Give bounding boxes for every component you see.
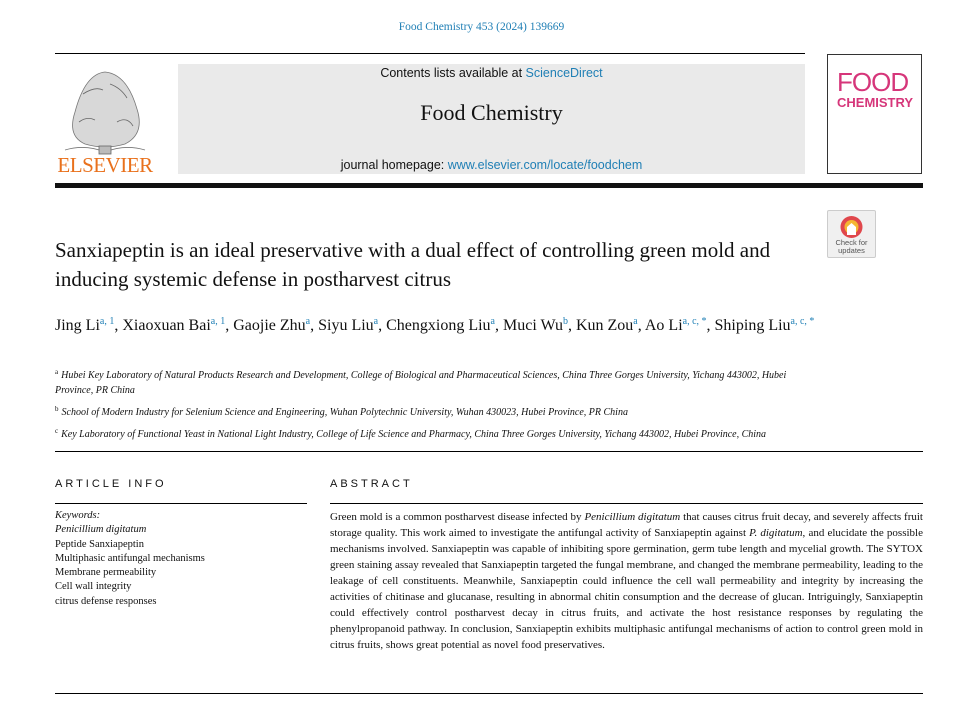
author-name: Kun Zou: [575, 317, 634, 334]
affiliation-text: Key Laboratory of Functional Yeast in National Light Industry, College of Life Science and Pharmacy, China Three Gorges University, Yichang 443002, Hubei Province, China: [61, 429, 767, 440]
author[interactable]: [645, 317, 707, 334]
cover-title-food: FOOD: [837, 67, 909, 97]
abstract-text: Green mold is a common postharvest disease infected by Penicillium digitatum that causes citrus fruit decay, and severely affects fruit storage quality. This work aimed to investigate the antifungal activity of Sanxiapeptin against P. digitatum, and elucidate the possible mechanisms involved. Sanxiapeptin was capable of inhibiting spore germination, germ tube length and mycelial growth. The SYTOX green staining assay revealed that Sanxiapeptin targeted the fungal membrane, and changed the membrane permeability, leading to the leakage of cell constituents. Meanwhile, Sanxiapeptin could influence the cell wall permeability and integrity by increasing the activities of chitinase and glucanase, resulting in abnormal chitin consumption and the decrease of glucan. Intriguingly, Sanxiapeptin could effectively control postharvest decay in citrus fruits, and activate the host resistance responses by regulating the phenylpropanoid pathway. In conclusion, Sanxiapeptin exhibits multiphasic antifungal mechanisms of action to control green mold in citrus fruits, shows great potential as novel food preservatives.: [330, 511, 923, 651]
affiliation-text: Hubei Key Laboratory of Natural Products Research and Development, College of Biological and Pharmaceutical Sciences, China Three Gorges University, Yichang 443002, Hubei Province, PR China: [55, 370, 787, 396]
section-divider: [55, 451, 923, 452]
article-info-divider: [55, 503, 307, 504]
author-name: Ao Li: [644, 317, 683, 334]
author-affiliation-mark[interactable]: a: [490, 316, 495, 327]
author[interactable]: [715, 317, 815, 334]
author-affiliation-mark[interactable]: a, c, *: [682, 316, 707, 327]
abstract-divider: [330, 503, 923, 504]
cover-title-chemistry: CHEMISTRY: [837, 95, 914, 110]
journal-citation[interactable]: Food Chemistry 453 (2024) 139669: [398, 21, 565, 33]
author[interactable]: [55, 317, 114, 334]
author[interactable]: [503, 317, 568, 334]
author-name: Jing Li: [55, 317, 100, 334]
homepage-link[interactable]: www.elsevier.com/locate/foodchem: [447, 158, 643, 172]
author-name: Gaojie Zhu: [233, 317, 306, 334]
top-divider: [55, 53, 805, 54]
author-affiliation-mark[interactable]: b: [562, 316, 568, 327]
author-name: Shiping Liu: [714, 317, 791, 334]
author-name: Xiaoxuan Bai: [122, 317, 211, 334]
keyword: Membrane permeability: [55, 567, 157, 579]
header-thick-divider: [55, 183, 923, 188]
affiliation-text: School of Modern Industry for Selenium Science and Engineering, Wuhan Polytechnic University, Wuhan 430023, Hubei Province, PR China: [61, 407, 628, 418]
author-affiliation-mark[interactable]: a: [373, 316, 379, 327]
keywords-block: [55, 509, 307, 609]
journal-title: Food Chemistry: [420, 100, 563, 125]
homepage-prefix: journal homepage:: [340, 158, 448, 172]
author[interactable]: [576, 317, 638, 334]
affiliation-mark: c: [55, 427, 59, 435]
affiliation: [55, 424, 815, 442]
author[interactable]: [386, 317, 495, 334]
contents-availability: [178, 66, 805, 80]
keywords-label: Keywords:: [55, 510, 101, 521]
keyword: Penicillium digitatum: [55, 524, 147, 536]
author-affiliation-mark[interactable]: a: [305, 316, 311, 327]
contents-prefix: Contents lists available at: [380, 66, 526, 80]
author[interactable]: [122, 317, 225, 334]
affiliation: [55, 402, 815, 420]
author-name: Chengxiong Liu: [386, 317, 491, 334]
bottom-divider: [55, 693, 923, 694]
affiliation-mark: a: [55, 368, 59, 376]
article-info-heading: ARTICLE INFO: [55, 478, 167, 490]
keyword: Cell wall integrity: [55, 581, 132, 593]
article-title: Sanxiapeptin is an ideal preservative with a dual effect of controlling green mold and inducing systemic defense in postharvest citrus: [55, 238, 771, 291]
author[interactable]: [233, 317, 310, 334]
affiliation-list: [55, 365, 815, 446]
author-list: Jing Li$^{a, 1}$, Xiaoxuan Bai$^{a, 1}$, Gaojie Zhu$^a$, Siyu Liu$^a$, Chengxiong Liu$^a$, Muci Wu$^b$, Kun Zou$^a$, Ao $Li^{a, c, *}$, Shiping Liu$^{a, c, *}$: [55, 316, 815, 334]
author[interactable]: [318, 317, 378, 334]
affiliation: [55, 365, 815, 398]
abstract-heading: ABSTRACT: [330, 478, 413, 490]
author-name: Siyu Liu: [318, 317, 374, 334]
keyword: Multiphasic antifungal mechanisms: [55, 552, 205, 564]
author-affiliation-mark[interactable]: a, c, *: [790, 316, 815, 327]
publisher-name: ELSEVIER: [57, 153, 153, 177]
author-affiliation-mark[interactable]: a: [633, 316, 638, 327]
keyword: citrus defense responses: [55, 595, 157, 607]
author-name: Muci Wu: [503, 317, 563, 334]
author-affiliation-mark[interactable]: a, 1: [99, 316, 115, 327]
check-updates-label: Check for updates: [835, 238, 868, 255]
keyword: Peptide Sanxiapeptin: [55, 538, 144, 550]
affiliation-mark: b: [55, 405, 59, 413]
keywords-list: [55, 523, 307, 609]
journal-homepage: [178, 158, 805, 172]
sciencedirect-link[interactable]: ScienceDirect: [525, 66, 603, 80]
author-affiliation-mark[interactable]: a, 1: [210, 316, 226, 327]
